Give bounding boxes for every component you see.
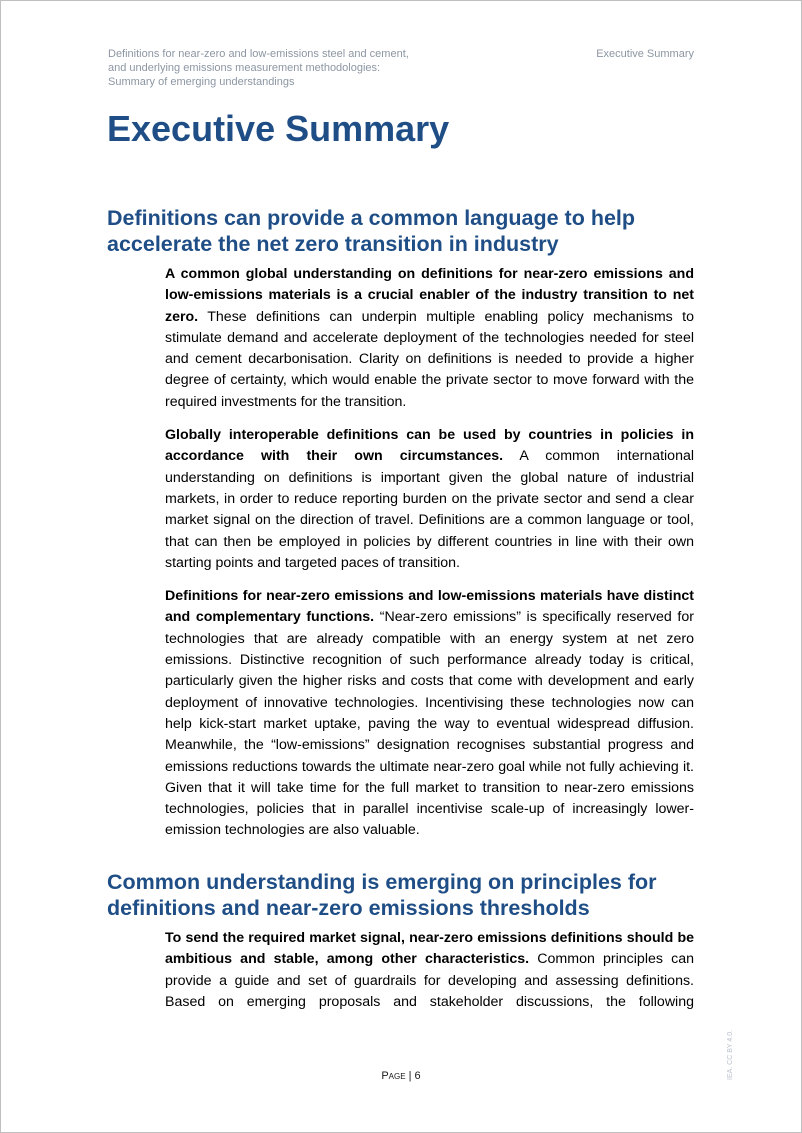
- paragraph-text: These definitions can underpin multiple enabling policy mechanisms to stimulate demand and accelerate deployment of the technologies needed for steel and cement decarbonisation. Clarity on definitions is needed to provide a higher degree of certainty, which would enable the private sector to move forward with the required investments for the transition.: [165, 308, 694, 410]
- paragraph-text: Common principles can provide a guide and set of guardrails for developing and assessing definitions. Based on emerging proposals and stakeholder discussions, the following: [165, 951, 694, 1010]
- heading-line: accelerate the net zero transition in industry: [107, 232, 559, 256]
- paragraph-text: A common international understanding on definitions is important given the global nature of industrial markets, in order to reduce reporting burden on the private sector and send a clear market signal on the direction of travel. Definitions are a common language or tool, that can then be employed in policies by different countries in line with their own starting points and targeted paces of transition.: [165, 448, 695, 571]
- running-header-section: Executive Summary: [596, 48, 694, 60]
- header-line: Summary of emerging understandings: [108, 76, 295, 88]
- section-heading: [107, 205, 707, 257]
- section-body: [165, 264, 694, 854]
- section-heading: [107, 869, 707, 921]
- section-body: [165, 928, 694, 1025]
- page-label: Page: [381, 1070, 406, 1082]
- paragraph: [165, 586, 694, 842]
- running-header-document-title: [108, 47, 438, 89]
- lead-sentence: Globally interoperable definitions can be used by countries in policies in accordance with their own circumstances.: [165, 427, 694, 465]
- heading-line: Common understanding is emerging on principles for: [107, 870, 657, 894]
- paragraph-text: “Near-zero emissions” is specifically reserved for technologies that are already compatible with an energy system at net zero emissions. Distinctive recognition of such performance already today is critical, particularly given the higher risks and costs that come with development and early deployment of innovative technologies. Incentivising these technologies now can help kick-start market uptake, paving the way to eventual widespread diffusion. Meanwhile, the “low-emissions” designation recognises substantial progress and emissions reductions towards the ultimate near-zero goal while not fully achieving it. Given that it will take time for the full market to transition to near-zero emissions technologies, policies that in parallel incentivise scale-up of increasingly lower-emission technologies are also valuable.: [165, 609, 694, 839]
- heading-line: Definitions can provide a common language to help: [107, 206, 636, 230]
- paragraph: [165, 928, 694, 1013]
- page-footer: [0, 1070, 802, 1082]
- license-notice: IEA. CC BY 4.0.: [727, 1029, 734, 1080]
- header-line: and underlying emissions measurement methodologies:: [108, 62, 381, 74]
- paragraph: [165, 264, 694, 413]
- page-separator: |: [408, 1070, 412, 1082]
- header-line: Definitions for near-zero and low-emissions steel and cement,: [108, 48, 409, 60]
- lead-sentence: A common global understanding on definitions for near-zero emissions and low-emissions materials is a crucial enabler of the industry transition to net zero.: [165, 266, 694, 325]
- paragraph: [165, 425, 694, 574]
- page-number: 6: [414, 1070, 421, 1082]
- heading-line: definitions and near-zero emissions thresholds: [107, 896, 590, 920]
- lead-sentence: Definitions for near-zero emissions and low-emissions materials have distinct and complementary functions.: [165, 588, 694, 626]
- lead-sentence: To send the required market signal, near-zero emissions definitions should be ambitious and stable, among other characteristics.: [165, 930, 694, 968]
- page-title: Executive Summary: [107, 108, 450, 149]
